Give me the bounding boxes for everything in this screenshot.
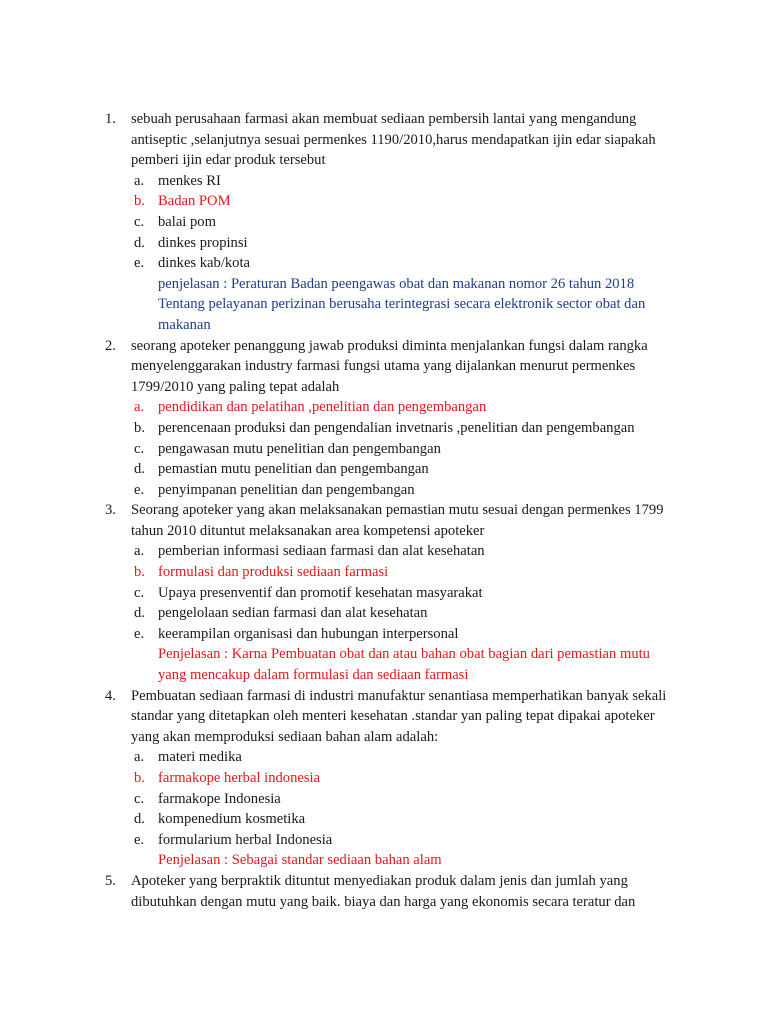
option-letter: a. bbox=[134, 172, 145, 189]
option-text: dinkes propinsi bbox=[158, 234, 248, 251]
option-4-b bbox=[0, 768, 768, 789]
option-letter: b. bbox=[134, 193, 145, 210]
question-text: Seorang apoteker yang akan melaksanakan pemastian mutu sesuai dengan permenkes 1799 tahun 2010 dituntut melaksanakan area kompetensi apoteker bbox=[131, 502, 664, 539]
option-letter: c. bbox=[134, 440, 145, 457]
option-2-b bbox=[0, 418, 768, 439]
option-3-e bbox=[0, 624, 768, 645]
question-3 bbox=[0, 500, 768, 541]
option-text: farmakope Indonesia bbox=[158, 790, 281, 807]
option-text: Upaya presenventif dan promotif kesehatan masyarakat bbox=[158, 584, 483, 601]
option-text: Badan POM bbox=[158, 193, 231, 210]
option-2-d bbox=[0, 459, 768, 480]
option-text: balai pom bbox=[158, 213, 216, 230]
question-5 bbox=[0, 871, 768, 912]
option-letter: e. bbox=[134, 625, 145, 642]
option-text: pendidikan dan pelatihan ,penelitian dan pengembangan bbox=[158, 399, 487, 416]
option-letter: a. bbox=[134, 749, 145, 766]
option-3-d bbox=[0, 603, 768, 624]
option-letter: c. bbox=[134, 584, 145, 601]
option-text: kompenedium kosmetika bbox=[158, 811, 306, 828]
option-text: pemastian mutu penelitian dan pengembangan bbox=[158, 461, 429, 478]
option-letter: b. bbox=[134, 564, 145, 581]
explanation-4: Penjelasan : Sebagai standar sediaan bahan alam bbox=[158, 852, 442, 869]
option-2-e bbox=[0, 480, 768, 501]
document-page bbox=[0, 109, 768, 912]
option-2-a bbox=[0, 397, 768, 418]
option-text: formularium herbal Indonesia bbox=[158, 831, 333, 848]
option-letter: c. bbox=[134, 213, 145, 230]
option-4-d bbox=[0, 809, 768, 830]
option-4-c bbox=[0, 789, 768, 810]
question-text: Apoteker yang berpraktik dituntut menyediakan produk dalam jenis dan jumlah yang dibutuhkan dengan mutu yang baik. biaya dan harga yang ekonomis secara teratur dan bbox=[131, 872, 636, 910]
option-text: dinkes kab/kota bbox=[158, 255, 251, 272]
option-text: menkes RI bbox=[158, 172, 221, 189]
option-2-c bbox=[0, 439, 768, 460]
option-3-c bbox=[0, 583, 768, 604]
option-text: penyimpanan penelitian dan pengembangan bbox=[158, 481, 415, 498]
option-letter: e. bbox=[134, 255, 145, 272]
option-1-a bbox=[0, 171, 768, 192]
option-1-b bbox=[0, 191, 768, 212]
question-text: sebuah perusahaan farmasi akan membuat sediaan pembersih lantai yang mengandung antiseptic ,selanjutnya sesuai permenkes 1190/2010,harus mendapatkan ijin edar siapakah pemberi ijin edar produk tersebut bbox=[131, 111, 656, 169]
option-4-e bbox=[0, 830, 768, 851]
option-letter: d. bbox=[134, 461, 145, 478]
question-1 bbox=[0, 109, 768, 171]
explanation-3: Penjelasan : Karna Pembuatan obat dan atau bahan obat bagian dari pemastian mutu yang mencakup dalam formulasi dan sediaan farmasi bbox=[158, 646, 650, 684]
question-text: Pembuatan sediaan farmasi di industri manufaktur senantiasa memperhatikan banyak sekali standar yang ditetapkan oleh menteri kesehatan .standar yan paling tepat dipakai apoteker yang akan memproduksi sediaan bahan alam adalah: bbox=[131, 687, 667, 745]
option-1-c bbox=[0, 212, 768, 233]
option-text: pengawasan mutu penelitian dan pengembangan bbox=[158, 440, 441, 457]
option-letter: d. bbox=[134, 811, 145, 828]
question-number: 2. bbox=[105, 337, 116, 354]
option-letter: c. bbox=[134, 790, 145, 807]
option-letter: d. bbox=[134, 234, 145, 251]
option-letter: d. bbox=[134, 605, 145, 622]
question-2 bbox=[0, 336, 768, 398]
question-text: seorang apoteker penanggung jawab produksi diminta menjalankan fungsi dalam rangka menyelenggarakan industry farmasi fungsi utama yang dijalankan menurut permenkes 1799/2010 yang paling tepat adalah bbox=[131, 337, 648, 395]
option-1-d bbox=[0, 233, 768, 254]
option-1-e bbox=[0, 253, 768, 274]
option-letter: a. bbox=[134, 543, 145, 560]
question-number: 5. bbox=[105, 872, 116, 889]
option-4-a bbox=[0, 747, 768, 768]
option-text: perencenaan produksi dan pengendalian invetnaris ,penelitian dan pengembangan bbox=[158, 419, 635, 436]
explanation-1: penjelasan : Peraturan Badan peengawas obat dan makanan nomor 26 tahun 2018 Tentang pelayanan perizinan berusaha terintegrasi secara elektronik sector obat dan makanan bbox=[158, 275, 646, 333]
option-letter: b. bbox=[134, 419, 145, 436]
option-letter: b. bbox=[134, 770, 145, 786]
question-4 bbox=[0, 686, 768, 748]
option-text: materi medika bbox=[158, 749, 242, 766]
option-letter: e. bbox=[134, 831, 145, 848]
option-text: pengelolaan sedian farmasi dan alat kesehatan bbox=[158, 605, 428, 622]
option-3-b bbox=[0, 562, 768, 583]
question-number: 3. bbox=[105, 502, 116, 519]
question-number: 1. bbox=[105, 111, 116, 127]
question-number: 4. bbox=[105, 687, 116, 704]
option-letter: a. bbox=[134, 399, 145, 416]
option-text: formulasi dan produksi sediaan farmasi bbox=[158, 564, 389, 581]
option-text: keerampilan organisasi dan hubungan interpersonal bbox=[158, 625, 459, 642]
option-text: pemberian informasi sediaan farmasi dan alat kesehatan bbox=[158, 543, 485, 560]
option-3-a bbox=[0, 541, 768, 562]
option-text: farmakope herbal indonesia bbox=[158, 770, 321, 786]
option-letter: e. bbox=[134, 481, 145, 498]
